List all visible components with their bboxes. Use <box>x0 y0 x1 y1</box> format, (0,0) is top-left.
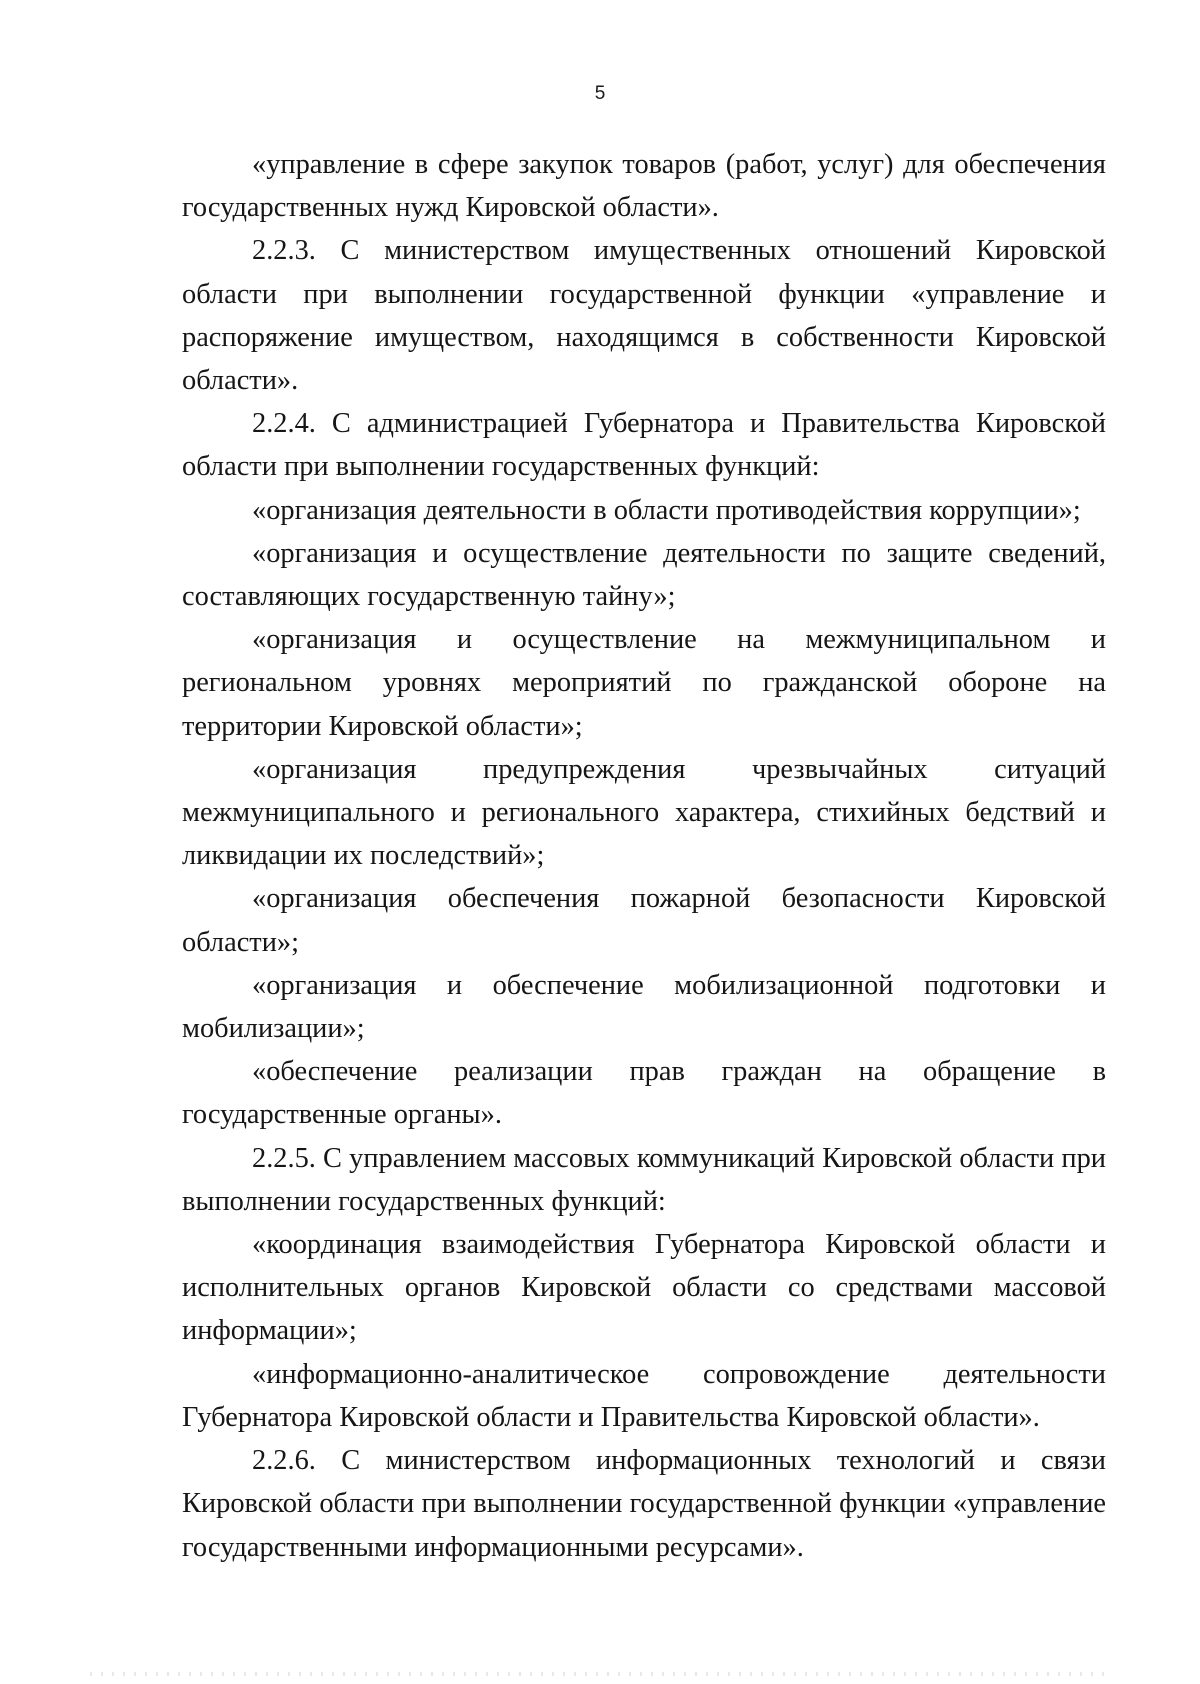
list-item-anti-corruption: «организация деятельности в области противодействия коррупции»; <box>252 494 1081 526</box>
page-number: 5 <box>594 83 606 104</box>
list-item-mobilization: «организация и обеспечение мобилизационной подготовки и мобилизации»; <box>182 969 1106 1045</box>
scan-noise-line <box>90 1672 1110 1676</box>
list-item-information-support: «информационно-аналитическое сопровождение деятельности Губернатора Кировской области и Правительства Кировской области». <box>182 1358 1106 1433</box>
list-item-media-coordination: «координация взаимодействия Губернатора Кировской области и исполнительных органов Кировской области со средствами массовой информации»; <box>182 1229 1106 1347</box>
document-body <box>182 143 1106 1569</box>
paragraph-2-2-5: 2.2.5. С управлением массовых коммуникаций Кировской области при выполнении государственных функций: <box>182 1142 1106 1217</box>
paragraph-2-2-3: 2.2.3. С министерством имущественных отношений Кировской области при выполнении государственной функции «управление и распоряжение имуществом, находящимся в собственности Кировской области». <box>182 235 1106 397</box>
list-item-state-secret: «организация и осуществление деятельности по защите сведений, составляющих государственную тайну»; <box>182 537 1106 613</box>
paragraph-2-2-4: 2.2.4. С администрацией Губернатора и Правительства Кировской области при выполнении государственных функций: <box>182 408 1106 483</box>
list-item-citizen-appeals: «обеспечение реализации прав граждан на обращение в государственные органы». <box>182 1056 1106 1131</box>
paragraph-procurement-function: «управление в сфере закупок товаров (работ, услуг) для обеспечения государственных нужд Кировской области». <box>182 149 1106 224</box>
list-item-fire-safety: «организация обеспечения пожарной безопасности Кировской области»; <box>182 883 1106 958</box>
list-item-civil-defense: «организация и осуществление на межмуниципальном и региональном уровнях мероприятий по гражданской обороне на территории Кировской области»; <box>182 624 1106 742</box>
list-item-emergency-prevention: «организация предупреждения чрезвычайных ситуаций межмуниципального и регионального характера, стихийных бедствий и ликвидации их последствий»; <box>182 753 1106 872</box>
paragraph-2-2-6: 2.2.6. С министерством информационных технологий и связи Кировской области при выполнении государственной функции «управление государственными информационными ресурсами». <box>182 1445 1106 1563</box>
